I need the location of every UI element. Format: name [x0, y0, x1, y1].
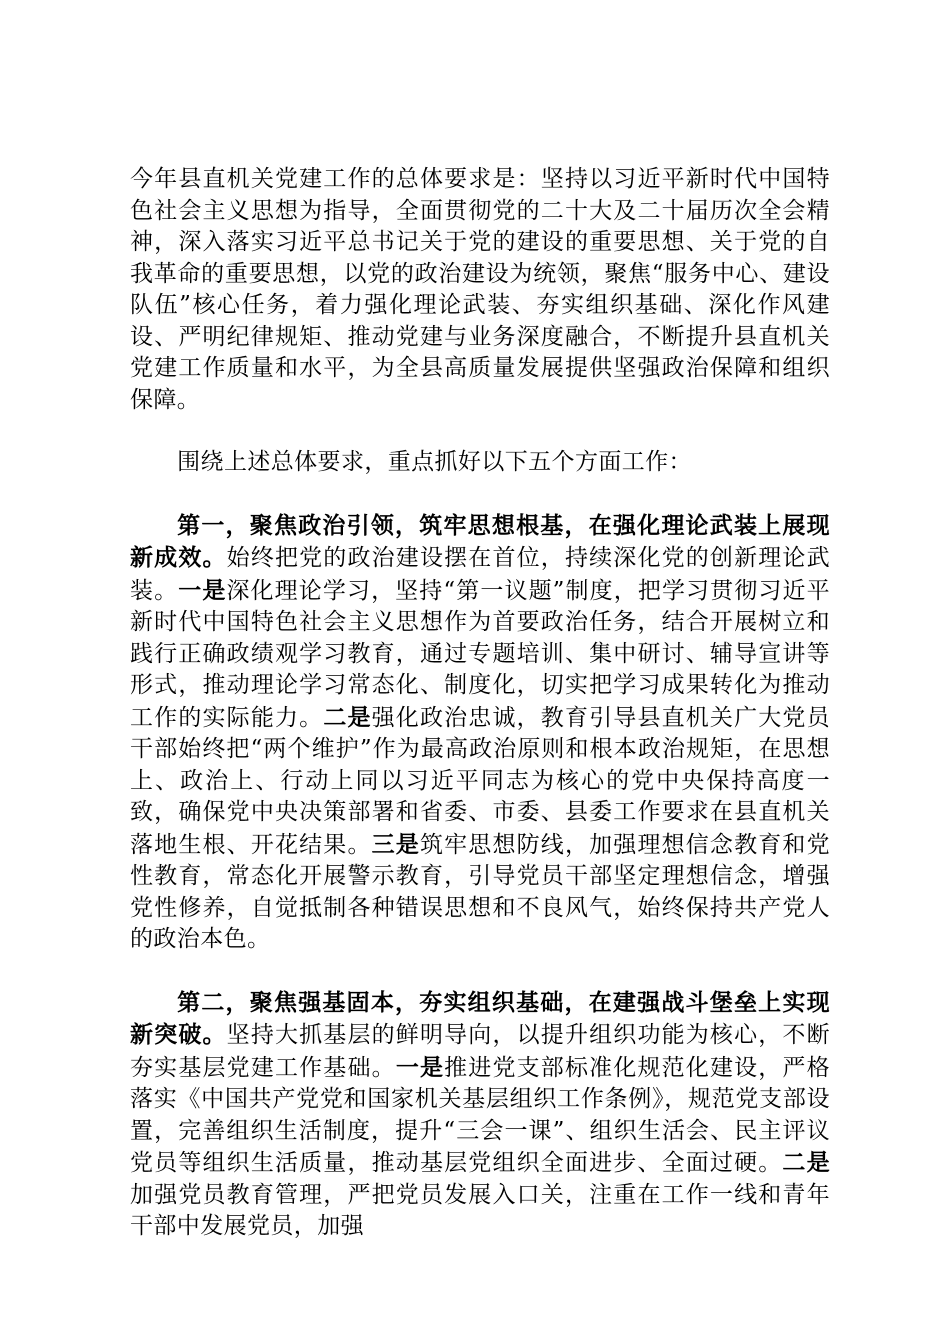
second-task-item2-label: 二是 [782, 1149, 830, 1176]
second-task-item2-text: 加强党员教育管理，严把党员发展入口关，注重在工作一线和青年干部中发展党员，加强 [130, 1181, 830, 1239]
five-tasks-intro-text: 围绕上述总体要求，重点抓好以下五个方面工作： [177, 449, 692, 475]
first-task-item2-label: 二是 [323, 703, 372, 731]
first-task-item3-text: 筑牢思想防线，加强理想信念教育和党性教育，常态化开展警示教育，引导党员干部坚定理想信念，增强党性修养，自觉抵制各种错误思想和不良风气，始终保持共产党人的政治本色。 [130, 831, 830, 952]
paragraph-general-requirements [130, 164, 830, 416]
first-task-item2-text: 强化政治忠诚，教育引导县直机关广大党员干部始终把“两个维护”作为最高政治原则和根本政治规矩，在思想上、政治上、行动上同以习近平同志为核心的党中央保持高度一致，确保党中央决策部署和省委、市委、县委工作要求在县直机关落地生根、开花结果。 [130, 704, 830, 858]
second-task-intro: 坚持大抓基层的鲜明导向，以提升组织功能为核心，不断夯实基层党建工作基础。 [130, 1022, 830, 1081]
first-task-heading: 第一，聚焦政治引领，筑牢思想根基，在强化理论武装上展现新成效。 [130, 511, 830, 571]
first-task-item1-label: 一是 [178, 576, 227, 604]
document-page [130, 164, 830, 1243]
first-task-item1-text: 深化理论学习，坚持“第一议题”制度，把学习贯彻习近平新时代中国特色社会主义思想作为首要政治任务，结合开展树立和践行正确政绩观学习教育，通过专题培训、集中研讨、辅导宣讲等形式，推动理论学习常态化、制度化，切实把学习成果转化为推动工作的实际能力。 [130, 577, 830, 731]
paragraph-second-task [130, 987, 830, 1243]
second-task-item1-label: 一是 [395, 1053, 445, 1081]
first-task-intro: 始终把党的政治建设摆在首位，持续深化党的创新理论武装。 [130, 545, 830, 604]
general-requirements-text: 今年县直机关党建工作的总体要求是：坚持以习近平新时代中国特色社会主义思想为指导，全面贯彻党的二十大及二十届历次全会精神，深入落实习近平总书记关于党的建设的重要思想、关于党的自我革命的重要思想，以党的政治建设为统领，聚焦“服务中心、建设队伍”核心任务，着力强化理论武装、夯实组织基础、深化作风建设、严明纪律规矩、推动党建与业务深度融合，不断提升县直机关党建工作质量和水平，为全县高质量发展提供坚强政治保障和组织保障。 [130, 166, 830, 413]
paragraph-five-tasks-intro [130, 447, 830, 479]
second-task-item1-text: 推进党支部标准化规范化建设，严格落实《中国共产党党和国家机关基层组织工作条例》，规范党支部设置，完善组织生活制度，提升“三会一课”、组织生活会、民主评议党员等组织生活质量，推动基层党组织全面进步、全面过硬。 [130, 1054, 830, 1176]
paragraph-first-task [130, 510, 830, 956]
first-task-item3-label: 三是 [371, 830, 420, 858]
second-task-heading: 第二，聚焦强基固本，夯实组织基础，在建强战斗堡垒上实现新突破。 [130, 988, 830, 1048]
